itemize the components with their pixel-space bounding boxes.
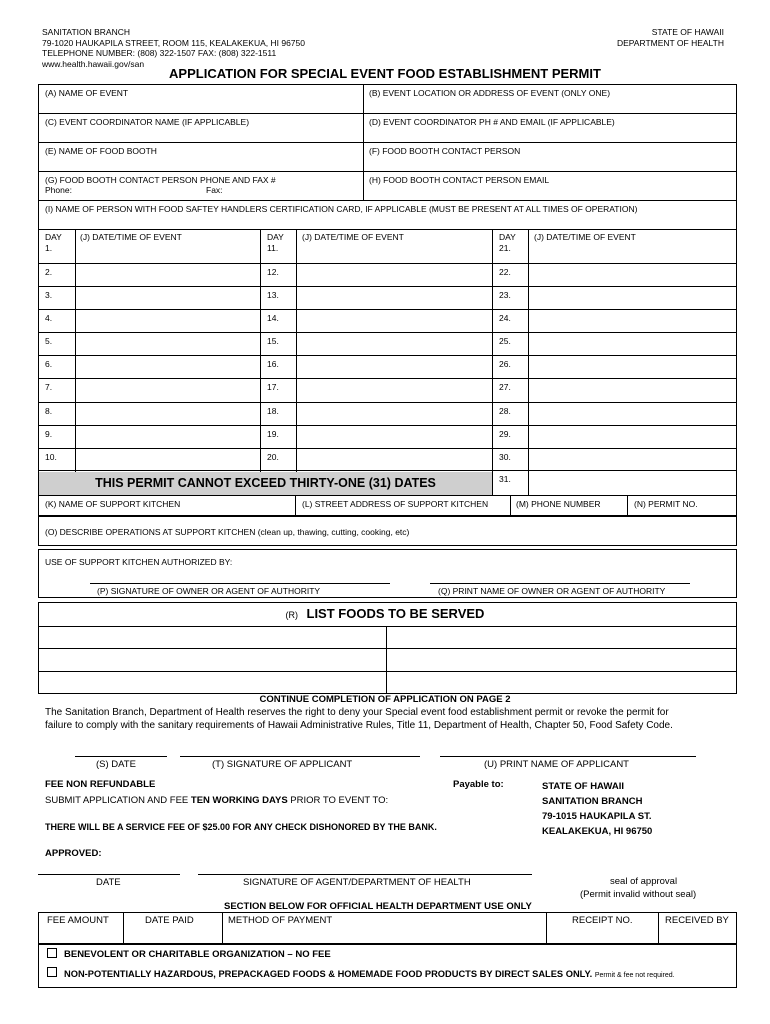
row-divider bbox=[38, 286, 737, 287]
row-divider bbox=[38, 229, 737, 230]
print-name-line[interactable] bbox=[440, 756, 696, 757]
header-line: DEPARTMENT OF HEALTH bbox=[616, 37, 724, 48]
column-divider bbox=[627, 495, 628, 516]
column-divider bbox=[260, 229, 261, 472]
day-number: 14. bbox=[267, 313, 279, 323]
day-number: 15. bbox=[267, 336, 279, 346]
form-title: APPLICATION FOR SPECIAL EVENT FOOD ESTABLISHMENT PERMIT bbox=[169, 66, 601, 81]
nph-label bbox=[64, 968, 675, 982]
address-line: STATE OF HAWAII bbox=[542, 781, 624, 792]
row-divider bbox=[38, 142, 737, 143]
field-g-fax-label: Fax: bbox=[206, 185, 223, 195]
row-divider bbox=[38, 355, 737, 356]
day-header: DAY bbox=[499, 232, 516, 242]
row-divider bbox=[38, 200, 737, 201]
approved-label: APPROVED: bbox=[45, 848, 102, 859]
column-divider bbox=[75, 229, 76, 472]
day-number: 20. bbox=[267, 452, 279, 462]
day-number: 5. bbox=[45, 336, 53, 346]
date-paid-header: DATE PAID bbox=[145, 915, 194, 926]
column-divider bbox=[295, 495, 296, 516]
nph-checkbox[interactable] bbox=[47, 967, 57, 977]
nph-note: Permit & fee not required. bbox=[594, 972, 675, 979]
day-number: 17. bbox=[267, 382, 279, 392]
signature-line[interactable] bbox=[180, 756, 420, 757]
field-i-label: (I) NAME OF PERSON WITH FOOD SAFTEY HANDLERS CERTIFICATION CARD, IF APPLICABLE (MUST BE PRESENT AT ALL TIMES OF OPERATION) bbox=[45, 204, 638, 214]
header-line: 79-1020 HAUKAPILA STREET, ROOM 115, KEALAKEKUA, HI 96750 bbox=[42, 37, 305, 48]
benevolent-label: BENEVOLENT OR CHARITABLE ORGANIZATION – NO FEE bbox=[64, 949, 331, 960]
field-o-label: (O) DESCRIBE OPERATIONS AT SUPPORT KITCHEN (clean up, thawing, cutting, cooking, etc) bbox=[45, 527, 410, 537]
continue-heading: CONTINUE COMPLETION OF APPLICATION ON PAGE 2 bbox=[259, 694, 511, 705]
day-number: 16. bbox=[267, 359, 279, 369]
foods-prefix: (R) bbox=[285, 610, 299, 620]
field-f-label: (F) FOOD BOOTH CONTACT PERSON bbox=[369, 146, 521, 156]
benevolent-checkbox[interactable] bbox=[47, 948, 57, 958]
day-number: 6. bbox=[45, 359, 53, 369]
day-number: 13. bbox=[267, 290, 279, 300]
field-l-label: (L) STREET ADDRESS OF SUPPORT KITCHEN bbox=[302, 499, 489, 509]
field-e-label: (E) NAME OF FOOD BOOTH bbox=[45, 146, 157, 156]
day-number: 31. bbox=[499, 474, 511, 484]
day-header: DAY bbox=[45, 232, 62, 242]
day-number: 12. bbox=[267, 267, 279, 277]
official-use-heading: SECTION BELOW FOR OFFICIAL HEALTH DEPARTMENT USE ONLY bbox=[224, 901, 532, 912]
field-s-label: (S) DATE bbox=[96, 759, 136, 770]
agency-address bbox=[42, 27, 305, 69]
receipt-no-header: RECEIPT NO. bbox=[572, 915, 633, 926]
field-t-label: (T) SIGNATURE OF APPLICANT bbox=[212, 759, 353, 770]
day-number: 2. bbox=[45, 267, 53, 277]
day-number: 29. bbox=[499, 429, 511, 439]
date-time-header: (J) DATE/TIME OF EVENT bbox=[80, 232, 182, 242]
row-divider bbox=[38, 402, 737, 403]
field-q-label: (Q) PRINT NAME OF OWNER OR AGENT OF AUTHORITY bbox=[438, 586, 666, 596]
header-line: STATE OF HAWAII bbox=[651, 27, 724, 37]
row-divider bbox=[38, 425, 737, 426]
day-number: 27. bbox=[499, 382, 511, 392]
header-line: www.health.hawaii.gov/san bbox=[42, 58, 145, 69]
row-divider bbox=[38, 378, 737, 379]
seal-label: seal of approval bbox=[610, 876, 678, 887]
column-divider bbox=[528, 229, 529, 495]
max-dates-banner: THIS PERMIT CANNOT EXCEED THIRTY-ONE (31) DATES bbox=[39, 472, 492, 495]
submit-text: PRIOR TO EVENT TO: bbox=[287, 795, 389, 806]
column-divider bbox=[492, 229, 493, 495]
foods-title: LIST FOODS TO BE SERVED bbox=[306, 606, 485, 621]
day-number: 4. bbox=[45, 313, 53, 323]
signature-line[interactable] bbox=[90, 583, 390, 584]
row-divider bbox=[38, 448, 737, 449]
row-divider bbox=[38, 171, 737, 172]
day-number: 3. bbox=[45, 290, 53, 300]
field-m-label: (M) PHONE NUMBER bbox=[516, 499, 601, 509]
foods-heading bbox=[0, 605, 770, 623]
day-number: 8. bbox=[45, 406, 53, 416]
header-line: SANITATION BRANCH bbox=[42, 27, 130, 37]
approval-date-label: DATE bbox=[96, 877, 121, 888]
notice-line: failure to comply with the sanitary requirements of Hawaii Administrative Rules, Title 11, Department of Health, Chapter 50, Food Safety Code. bbox=[45, 720, 673, 731]
row-divider bbox=[38, 495, 737, 496]
column-divider bbox=[363, 84, 364, 200]
row-divider bbox=[38, 332, 737, 333]
field-c-label: (C) EVENT COORDINATOR NAME (IF APPLICABLE) bbox=[45, 117, 250, 127]
submit-instructions bbox=[45, 795, 388, 807]
address-line: SANITATION BRANCH bbox=[542, 796, 643, 807]
row-divider bbox=[38, 648, 737, 649]
agent-signature-label: SIGNATURE OF AGENT/DEPARTMENT OF HEALTH bbox=[243, 877, 471, 888]
field-n-label: (N) PERMIT NO. bbox=[634, 499, 698, 509]
agent-signature-line[interactable] bbox=[198, 874, 532, 875]
column-divider bbox=[123, 912, 124, 944]
day-number: 22. bbox=[499, 267, 511, 277]
column-divider bbox=[546, 912, 547, 944]
column-divider bbox=[386, 626, 387, 694]
row-divider bbox=[38, 113, 737, 114]
fee-amount-header: FEE AMOUNT bbox=[47, 915, 109, 926]
field-a-label: (A) NAME OF EVENT bbox=[45, 88, 129, 98]
notice-line: The Sanitation Branch, Department of Health reserves the right to deny your Special event food establishment permit or revoke the permit for bbox=[45, 707, 669, 718]
row-divider bbox=[38, 470, 737, 471]
column-divider bbox=[296, 229, 297, 472]
date-line[interactable] bbox=[75, 756, 167, 757]
service-fee-notice: THERE WILL BE A SERVICE FEE OF $25.00 FOR ANY CHECK DISHONORED BY THE BANK. bbox=[45, 822, 437, 832]
field-b-label: (B) EVENT LOCATION OR ADDRESS OF EVENT (ONLY ONE) bbox=[369, 88, 611, 98]
day-number: 24. bbox=[499, 313, 511, 323]
day-number: 10. bbox=[45, 452, 57, 462]
row-divider bbox=[38, 309, 737, 310]
day-number: 23. bbox=[499, 290, 511, 300]
print-name-line[interactable] bbox=[430, 583, 690, 584]
day-number: 30. bbox=[499, 452, 511, 462]
day-number: 1. bbox=[45, 243, 53, 253]
payable-to-label: Payable to: bbox=[453, 779, 504, 790]
field-g-phone-label: Phone: bbox=[45, 185, 72, 195]
day-number: 26. bbox=[499, 359, 511, 369]
submit-deadline: TEN WORKING DAYS bbox=[190, 795, 288, 806]
nph-text: NON-POTENTIALLY HAZARDOUS, PREPACKAGED FOODS & HOMEMADE FOOD PRODUCTS BY DIRECT SALES ONLY. bbox=[64, 969, 593, 979]
payable-address bbox=[542, 779, 652, 839]
authorized-label: USE OF SUPPORT KITCHEN AUTHORIZED BY: bbox=[45, 557, 233, 567]
day-number: 7. bbox=[45, 382, 53, 392]
day-header: DAY bbox=[267, 232, 284, 242]
day-number: 11. bbox=[267, 243, 279, 253]
column-divider bbox=[510, 495, 511, 516]
date-time-header: (J) DATE/TIME OF EVENT bbox=[534, 232, 636, 242]
seal-note: (Permit invalid without seal) bbox=[580, 889, 697, 900]
column-divider bbox=[658, 912, 659, 944]
field-u-label: (U) PRINT NAME OF APPLICANT bbox=[484, 759, 629, 770]
field-g-label: (G) FOOD BOOTH CONTACT PERSON PHONE AND FAX # bbox=[45, 175, 276, 185]
approval-date-line[interactable] bbox=[38, 874, 180, 875]
header-line: TELEPHONE NUMBER: (808) 322-1507 FAX: (808) 322-1511 bbox=[42, 48, 277, 58]
column-divider bbox=[222, 912, 223, 944]
row-divider bbox=[38, 626, 737, 627]
day-number: 28. bbox=[499, 406, 511, 416]
day-number: 25. bbox=[499, 336, 511, 346]
day-number: 9. bbox=[45, 429, 53, 439]
field-d-label: (D) EVENT COORDINATOR PH # AND EMAIL (IF APPLICABLE) bbox=[369, 117, 615, 127]
received-by-header: RECEIVED BY bbox=[665, 915, 729, 926]
field-k-label: (K) NAME OF SUPPORT KITCHEN bbox=[45, 499, 181, 509]
row-divider bbox=[38, 263, 737, 264]
day-number: 19. bbox=[267, 429, 279, 439]
address-line: 79-1015 HAUKAPILA ST. bbox=[542, 811, 652, 822]
field-p-label: (P) SIGNATURE OF OWNER OR AGENT OF AUTHORITY bbox=[97, 586, 321, 596]
row-divider bbox=[38, 671, 737, 672]
submit-text: SUBMIT APPLICATION AND FEE bbox=[45, 795, 191, 806]
agency-name bbox=[617, 27, 724, 48]
address-line: KEALAKEKUA, HI 96750 bbox=[542, 826, 653, 837]
field-h-label: (H) FOOD BOOTH CONTACT PERSON EMAIL bbox=[369, 175, 550, 185]
day-number: 18. bbox=[267, 406, 279, 416]
payment-method-header: METHOD OF PAYMENT bbox=[228, 915, 333, 926]
fee-non-refundable: FEE NON REFUNDABLE bbox=[45, 779, 156, 790]
day-number: 21. bbox=[499, 243, 511, 253]
date-time-header: (J) DATE/TIME OF EVENT bbox=[302, 232, 404, 242]
